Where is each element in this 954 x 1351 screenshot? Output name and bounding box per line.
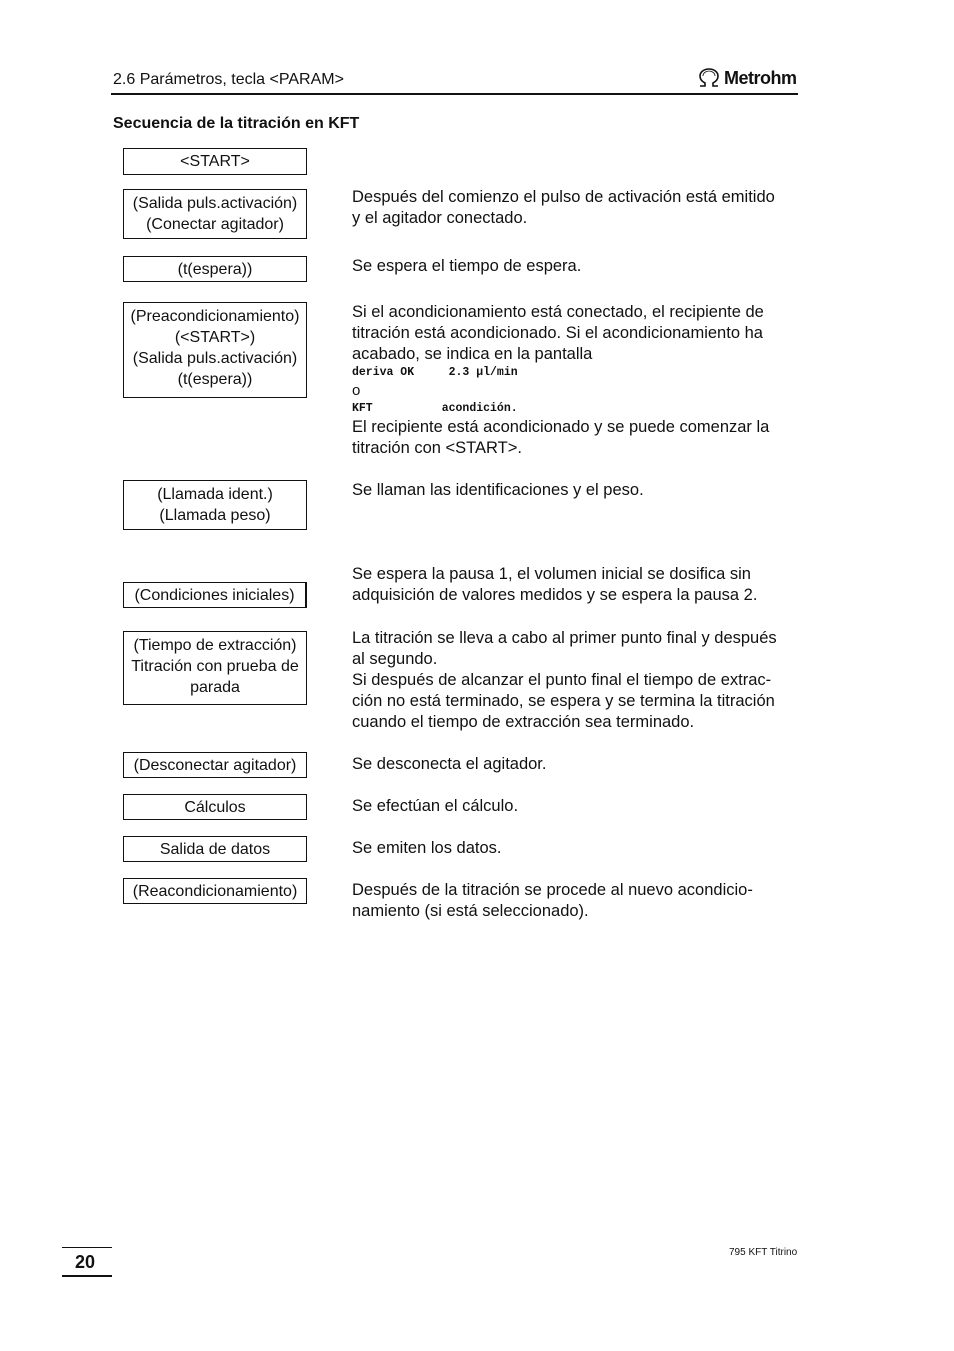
step-box-line: parada: [190, 679, 240, 696]
omega-icon: [697, 68, 721, 88]
step-desc-activation: [352, 187, 802, 229]
step-box-stirrer-off: [123, 752, 307, 778]
or-text: o: [352, 382, 361, 399]
desc-line: Se desconecta el agitador.: [352, 755, 547, 773]
desc-line: Después del comienzo el pulso de activación está emitido: [352, 188, 775, 206]
step-box-line: (Conectar agitador): [146, 216, 284, 233]
step-box-line: (Condiciones iniciales): [134, 587, 295, 604]
step-desc-calculations: [352, 796, 802, 817]
step-box-line: (<START>): [174, 329, 256, 346]
desc-line: acabado, se indica en la pantalla: [352, 345, 593, 363]
step-box-calculations: [123, 794, 307, 820]
desc-line: Se espera la pausa 1, el volumen inicial se dosifica sin: [352, 565, 751, 583]
desc-line: Se efectúan el cálculo.: [352, 797, 519, 815]
footer-product-name: 795 KFT Titrino: [729, 1247, 798, 1258]
step-box-start: [123, 148, 307, 175]
desc-line: Si después de alcanzar el punto final el tiempo de extrac-: [352, 671, 772, 689]
step-box-identification: [123, 480, 307, 530]
desc-line: adquisición de valores medidos y se espera la pausa 2.: [352, 586, 758, 604]
step-box-line: (Preacondicionamiento): [130, 308, 300, 325]
step-box-data-output: [123, 836, 307, 862]
step-box-wait: [123, 256, 307, 282]
desc-line: Si el acondicionamiento está conectado, el recipiente de: [352, 303, 764, 321]
display-readout-kft: KFT acondición.: [352, 402, 518, 415]
desc-line: Se emiten los datos.: [352, 839, 502, 857]
page-number: 20: [75, 1252, 96, 1272]
step-box-preconditioning: [123, 302, 307, 398]
step-box-line: <START>: [180, 153, 250, 170]
desc-line: Se espera el tiempo de espera.: [352, 257, 582, 275]
step-box-line: (Llamada ident.): [157, 486, 273, 503]
desc-line: y el agitador conectado.: [352, 209, 528, 227]
logo-wordmark: Metrohm: [724, 67, 797, 88]
step-box-line: (Desconectar agitador): [133, 757, 297, 774]
page-header-title: 2.6 Parámetros, tecla <PARAM>: [113, 71, 344, 88]
desc-line: ción no está terminado, se espera y se termina la titración: [352, 692, 775, 710]
desc-line: titración con <START>.: [352, 439, 522, 457]
step-desc-titration: [352, 628, 802, 733]
step-box-line: (Llamada peso): [159, 507, 271, 524]
desc-line: Se llaman las identificaciones y el peso.: [352, 481, 644, 499]
step-desc-wait: [352, 256, 802, 277]
step-box-line: Cálculos: [184, 799, 246, 816]
metrohm-logo: [697, 67, 797, 89]
step-desc-preconditioning: [352, 302, 802, 459]
step-box-line: Titración con prueba de: [131, 658, 299, 675]
step-box-line: Salida de datos: [159, 841, 271, 858]
header-rule: [111, 93, 798, 95]
footer-rule: [62, 1247, 112, 1248]
step-box-initial-conditions: [123, 582, 307, 608]
step-desc-identification: [352, 480, 802, 501]
step-box-activation: [123, 189, 307, 239]
desc-line: El recipiente está acondicionado y se puede comenzar la: [352, 418, 770, 436]
step-box-titration: [123, 631, 307, 705]
step-box-line: (Tiempo de extracción): [133, 637, 297, 654]
footer-rule: [62, 1275, 112, 1277]
section-title: Secuencia de la titración en KFT: [113, 115, 360, 132]
desc-line: cuando el tiempo de extracción sea terminado.: [352, 713, 695, 731]
desc-line: La titración se lleva a cabo al primer punto final y después: [352, 629, 777, 647]
step-box-reconditioning: [123, 878, 307, 904]
step-box-line: (Salida puls.activación): [132, 195, 298, 212]
step-box-line: (t(espera)): [177, 261, 253, 278]
display-readout-drift: deriva OK 2.3 µl/min: [352, 366, 518, 379]
step-desc-reconditioning: [352, 880, 802, 922]
step-desc-data-output: [352, 838, 802, 859]
desc-line: namiento (si está seleccionado).: [352, 902, 589, 920]
step-box-line: (Salida puls.activación): [132, 350, 298, 367]
step-desc-stirrer-off: [352, 754, 802, 775]
desc-line: al segundo.: [352, 650, 438, 668]
step-desc-initial-conditions: [352, 564, 802, 606]
step-box-line: (t(espera)): [177, 371, 253, 388]
desc-line: Después de la titración se procede al nuevo acondicio-: [352, 881, 753, 899]
desc-line: titración está acondicionado. Si el acondicionamiento ha: [352, 324, 763, 342]
step-box-line: (Reacondicionamiento): [132, 883, 298, 900]
